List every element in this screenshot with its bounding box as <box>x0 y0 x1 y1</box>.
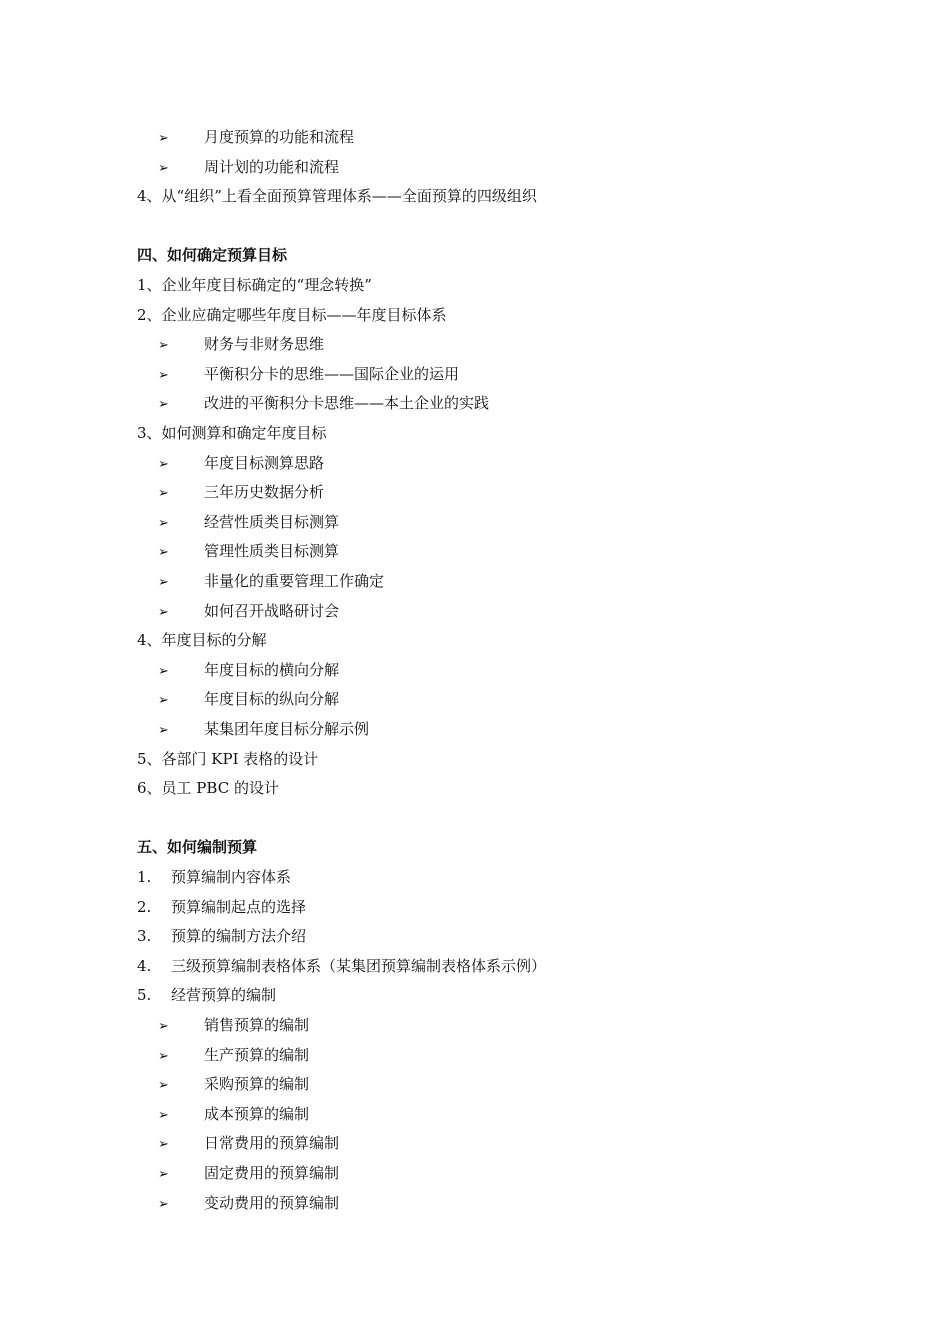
arrow-bullet-icon: ➢ <box>158 693 169 709</box>
numbered-item <box>137 921 306 951</box>
bullet-item <box>158 684 339 714</box>
item-text: 预算编制起点的选择 <box>171 897 307 916</box>
arrow-bullet-icon: ➢ <box>158 575 169 590</box>
bullet-item <box>158 1040 309 1070</box>
list-item: 5、各部门 KPI 表格的设计 <box>137 749 319 768</box>
bullet-text: 经营性质类目标测算 <box>204 512 340 531</box>
bullet-item <box>158 152 339 182</box>
bullet-text: 财务与非财务思维 <box>204 335 325 354</box>
arrow-bullet-icon: ➢ <box>158 1196 169 1212</box>
item-number: 4. <box>137 956 152 975</box>
bullet-text: 非量化的重要管理工作确定 <box>204 572 385 590</box>
arrow-bullet-icon: ➢ <box>158 160 169 176</box>
arrow-bullet-icon: ➢ <box>158 545 169 561</box>
bullet-text: 月度预算的功能和流程 <box>204 128 355 146</box>
bullet-item <box>158 536 339 566</box>
bullet-item <box>158 1099 309 1129</box>
arrow-bullet-icon: ➢ <box>158 486 169 502</box>
list-item: 4、从“组织”上看全面预算管理体系——全面预算的四级组织 <box>137 187 537 206</box>
arrow-bullet-icon: ➢ <box>158 515 169 531</box>
section-heading: 四、如何确定预算目标 <box>137 246 288 265</box>
arrow-bullet-icon: ➢ <box>158 663 169 679</box>
item-text: 预算编制内容体系 <box>171 868 292 886</box>
bullet-text: 固定费用的预算编制 <box>204 1164 340 1182</box>
bullet-text: 改进的平衡积分卡思维——本土企业的实践 <box>204 394 490 413</box>
arrow-bullet-icon: ➢ <box>158 456 169 472</box>
bullet-text: 年度目标的纵向分解 <box>204 690 340 709</box>
arrow-bullet-icon: ➢ <box>158 1107 169 1123</box>
bullet-item <box>158 388 489 418</box>
bullet-item <box>158 329 324 359</box>
arrow-bullet-icon: ➢ <box>158 1078 169 1094</box>
bullet-text: 某集团年度目标分解示例 <box>204 720 370 738</box>
bullet-item <box>158 477 324 507</box>
bullet-text: 三年历史数据分析 <box>204 483 325 502</box>
bullet-item <box>158 1158 339 1188</box>
arrow-bullet-icon: ➢ <box>158 723 169 738</box>
bullet-text: 年度目标测算思路 <box>204 453 325 472</box>
arrow-bullet-icon: ➢ <box>158 1019 169 1034</box>
arrow-bullet-icon: ➢ <box>158 604 169 620</box>
item-number: 5. <box>137 986 152 1005</box>
bullet-text: 销售预算的编制 <box>204 1016 310 1034</box>
bullet-item <box>158 566 384 596</box>
arrow-bullet-icon: ➢ <box>158 1167 169 1182</box>
arrow-bullet-icon: ➢ <box>158 1048 169 1064</box>
arrow-bullet-icon: ➢ <box>158 367 169 383</box>
arrow-bullet-icon: ➢ <box>158 397 169 413</box>
arrow-bullet-icon: ➢ <box>158 338 169 354</box>
list-item: 6、员工 PBC 的设计 <box>137 779 279 798</box>
bullet-item <box>158 1010 309 1040</box>
bullet-item <box>158 1069 309 1099</box>
numbered-item <box>137 951 546 981</box>
section-heading: 五、如何编制预算 <box>137 838 258 857</box>
item-text: 经营预算的编制 <box>171 986 277 1005</box>
arrow-bullet-icon: ➢ <box>158 1137 169 1153</box>
list-item: 2、企业应确定哪些年度目标——年度目标体系 <box>137 305 447 324</box>
numbered-item <box>137 892 306 922</box>
item-number: 3. <box>137 927 152 946</box>
list-item: 3、如何测算和确定年度目标 <box>137 424 327 442</box>
bullet-text: 平衡积分卡的思维——国际企业的运用 <box>204 364 460 383</box>
bullet-text: 如何召开战略研讨会 <box>204 601 340 620</box>
bullet-text: 生产预算的编制 <box>204 1045 310 1064</box>
item-number: 2. <box>137 897 152 916</box>
bullet-item <box>158 596 339 626</box>
numbered-item <box>137 862 291 892</box>
bullet-item <box>158 122 354 152</box>
bullet-text: 采购预算的编制 <box>204 1075 310 1094</box>
bullet-text: 管理性质类目标测算 <box>204 542 340 561</box>
bullet-text: 成本预算的编制 <box>204 1104 310 1123</box>
bullet-item <box>158 714 369 744</box>
bullet-text: 日常费用的预算编制 <box>204 1134 340 1153</box>
bullet-text: 变动费用的预算编制 <box>204 1193 340 1212</box>
list-item: 1、企业年度目标确定的“理念转换” <box>137 276 372 294</box>
list-item: 4、年度目标的分解 <box>137 631 267 650</box>
item-text: 三级预算编制表格体系（某集团预算编制表格体系示例） <box>171 956 547 975</box>
bullet-item <box>158 359 459 389</box>
bullet-text: 年度目标的横向分解 <box>204 660 340 679</box>
bullet-item <box>158 655 339 685</box>
bullet-item <box>158 1128 339 1158</box>
item-text: 预算的编制方法介绍 <box>171 927 307 946</box>
bullet-item <box>158 507 339 537</box>
item-number: 1. <box>137 868 152 886</box>
arrow-bullet-icon: ➢ <box>158 131 169 146</box>
bullet-item <box>158 1188 339 1218</box>
bullet-text: 周计划的功能和流程 <box>204 157 340 176</box>
numbered-item <box>137 980 276 1010</box>
bullet-item <box>158 448 324 478</box>
